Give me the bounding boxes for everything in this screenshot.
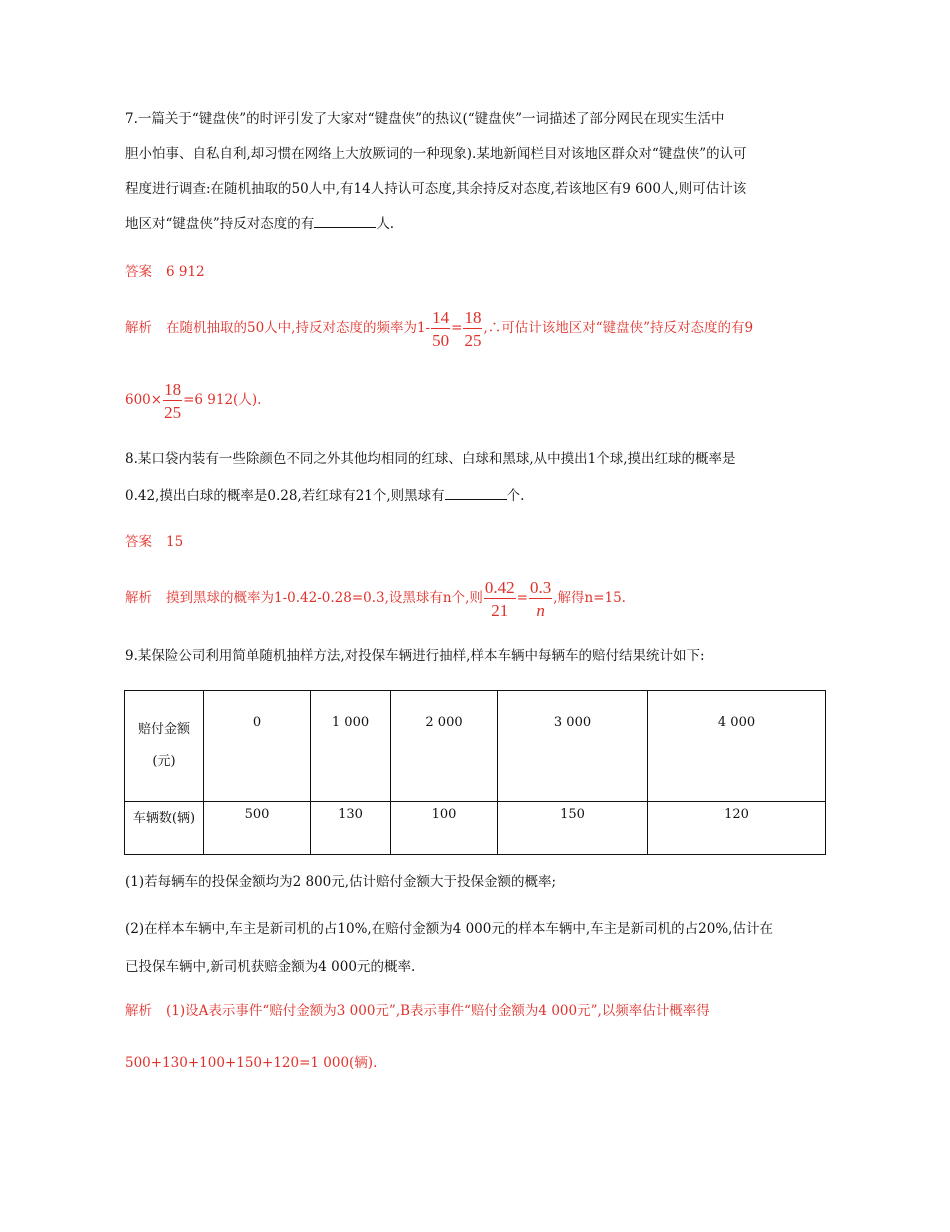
fraction — [529, 579, 552, 619]
table-cell: 4 000 — [648, 691, 826, 802]
question-9-intro: 9.某保险公司利用简单随机抽样方法,对投保车辆进行抽样,样本车辆中每辆车的赔付结果统计如下: — [125, 648, 705, 664]
q7-text: 人. — [376, 216, 395, 232]
table-cell: 120 — [648, 802, 826, 855]
q7-analysis-line2 — [125, 380, 825, 421]
analysis-text: 在随机抽取的50人中,持反对态度的频率为1- — [166, 320, 431, 336]
q7-line: 7.一篇关于“键盘侠”的时评引发了大家对“键盘侠”的热议(“键盘侠”一词描述了部分网民在现实生活中 — [125, 111, 725, 127]
q9-analysis-line2: 500+130+100+150+120=1 000(辆). — [125, 1055, 378, 1071]
analysis-label: 解析 — [125, 1003, 152, 1019]
answer-value: 15 — [166, 534, 184, 550]
q8-text: 个. — [506, 488, 525, 504]
question-8 — [125, 441, 825, 515]
equals-sign: = — [451, 320, 463, 336]
answer-label: 答案 — [125, 264, 152, 280]
answer-blank — [314, 215, 376, 228]
q7-line: 程度进行调查:在随机抽取的50人中,有14人持认可态度,其余持反对态度,若该地区有9 600人,则可估计该 — [125, 181, 747, 197]
q7-text: 地区对“键盘侠”持反对态度的有 — [125, 216, 315, 232]
question-7 — [125, 102, 825, 242]
q9-part1: (1)若每辆车的投保金额均为2 800元,估计赔付金额大于投保金额的概率; — [125, 874, 557, 890]
q8-line: 8.某口袋内装有一些除颜色不同之外其他均相同的红球、白球和黑球,从中摸出1个球,摸出红球的概率是 — [125, 451, 736, 467]
answer-label: 答案 — [125, 534, 152, 550]
row-label: 车辆数(辆) — [125, 802, 204, 855]
analysis-text: ,∴可估计该地区对“键盘侠”持反对态度的有9 — [483, 320, 754, 336]
q9-part2 — [125, 910, 825, 986]
fraction-denominator: 25 — [164, 402, 182, 422]
q8-line — [125, 478, 825, 515]
equals-sign: = — [516, 590, 528, 606]
q7-analysis — [125, 308, 825, 349]
fraction — [463, 309, 482, 349]
analysis-text: (1)设A表示事件“赔付金额为3 000元”,B表示事件“赔付金额为4 000元”,以频率估计概率得 — [166, 1003, 710, 1019]
q9-part2-line: (2)在样本车辆中,车主是新司机的占10%,在赔付金额为4 000元的样本车辆中,车主是新司机的占20%,估计在 — [125, 921, 773, 937]
fraction — [163, 381, 182, 421]
table-cell: 1 000 — [311, 691, 391, 802]
table-cell: 2 000 — [391, 691, 498, 802]
header-label: 赔付金额 — [137, 722, 190, 737]
q7-line — [125, 207, 825, 242]
q7-line: 胆小怕事、自私自利,却习惯在网络上大放厥词的一种现象).某地新闻栏目对该地区群众对“键盘侠”的认可 — [125, 146, 747, 162]
table-cell: 3 000 — [498, 691, 648, 802]
header-unit: (元) — [152, 754, 176, 769]
q8-text: 0.42,摸出白球的概率是0.28,若红球有21个,则黑球有 — [125, 488, 445, 504]
fraction-denominator: 50 — [432, 330, 450, 350]
table-cell: 130 — [311, 802, 391, 855]
fraction-numerator: 0.3 — [529, 577, 552, 597]
fraction-denominator: n — [536, 600, 545, 620]
claims-table — [124, 690, 826, 855]
q7-answer — [125, 255, 825, 290]
q8-analysis — [125, 578, 825, 619]
q9-part2-line: 已投保车辆中,新司机获赔金额为4 000元的概率. — [125, 959, 416, 975]
fraction-denominator: 21 — [491, 600, 509, 620]
analysis-text: 600× — [125, 392, 163, 408]
q9-analysis — [125, 994, 825, 1029]
fraction-numerator: 18 — [164, 379, 182, 399]
analysis-label: 解析 — [125, 320, 152, 336]
table-row — [125, 691, 826, 802]
analysis-text: ,解得n=15. — [553, 590, 626, 606]
fraction-denominator: 25 — [464, 330, 482, 350]
fraction — [484, 579, 516, 619]
fraction-numerator: 0.42 — [484, 577, 515, 597]
table-cell: 100 — [391, 802, 498, 855]
table-cell: 500 — [204, 802, 311, 855]
table-cell: 150 — [498, 802, 648, 855]
table-cell: 0 — [204, 691, 311, 802]
analysis-text: 摸到黑球的概率为1-0.42-0.28=0.3,设黑球有n个,则 — [166, 590, 483, 606]
answer-blank — [445, 487, 507, 500]
fraction-numerator: 18 — [464, 307, 482, 327]
table-row — [125, 802, 826, 855]
analysis-text: =6 912(人). — [183, 392, 262, 408]
table-header-cell — [125, 691, 204, 802]
fraction-numerator: 14 — [432, 307, 450, 327]
answer-value: 6 912 — [166, 264, 205, 280]
fraction — [431, 309, 450, 349]
q8-answer — [125, 525, 825, 560]
analysis-label: 解析 — [125, 590, 152, 606]
